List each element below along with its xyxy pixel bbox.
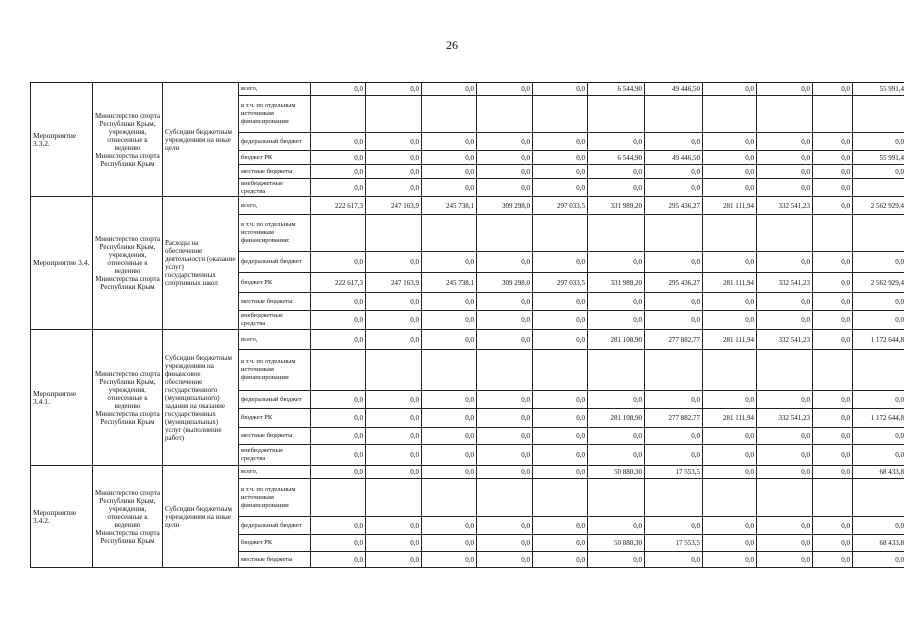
- amount-cell: 0,0: [311, 252, 366, 273]
- amount-cell: 0,0: [813, 409, 853, 428]
- amount-cell: 0,0: [757, 133, 813, 151]
- event-name: Мероприятие 3.4.: [31, 197, 93, 330]
- amount-cell: 0,0: [757, 83, 813, 96]
- amount-cell: 0,0: [477, 409, 533, 428]
- amount-cell: 0,0: [703, 179, 757, 197]
- amount-cell: 0,0: [757, 552, 813, 568]
- amount-cell: 0,0: [853, 133, 904, 151]
- executor: Министерство спорта Республики Крым, учреждения, отнесенные к ведению Министерства спорта Республики Крым: [93, 466, 163, 568]
- amount-cell: 331 989,20: [588, 197, 645, 215]
- amount-cell: 0,0: [703, 165, 757, 179]
- amount-cell: 0,0: [645, 165, 703, 179]
- amount-cell: 0,0: [311, 179, 366, 197]
- amount-cell: 0,0: [757, 165, 813, 179]
- amount-cell: [588, 215, 645, 252]
- amount-cell: 0,0: [533, 445, 588, 466]
- amount-cell: 0,0: [366, 179, 422, 197]
- amount-cell: [645, 350, 703, 391]
- amount-cell: [703, 479, 757, 517]
- amount-cell: 0,0: [533, 552, 588, 568]
- amount-cell: 0,0: [366, 133, 422, 151]
- amount-cell: 0,0: [422, 552, 477, 568]
- amount-cell: 0,0: [311, 133, 366, 151]
- amount-cell: 222 617,3: [311, 273, 366, 293]
- funding-source: внебюджетные средства: [239, 179, 311, 197]
- amount-cell: 0,0: [813, 445, 853, 466]
- expense-direction: Субсидии бюджетным учреждениям на иные цели: [163, 83, 239, 197]
- amount-cell: 0,0: [422, 409, 477, 428]
- amount-cell: 0,0: [477, 535, 533, 552]
- amount-cell: 0,0: [477, 391, 533, 409]
- amount-cell: [853, 350, 904, 391]
- amount-cell: 0,0: [703, 445, 757, 466]
- amount-cell: 0,0: [703, 83, 757, 96]
- amount-cell: 331 989,20: [588, 273, 645, 293]
- amount-cell: 277 882,77: [645, 409, 703, 428]
- amount-cell: 2 562 929,4: [853, 197, 904, 215]
- amount-cell: 49 446,50: [645, 151, 703, 165]
- amount-cell: 55 991,4: [853, 83, 904, 96]
- amount-cell: 0,0: [645, 445, 703, 466]
- event-name: Мероприятие 3.4.2.: [31, 466, 93, 568]
- amount-cell: [477, 215, 533, 252]
- amount-cell: 0,0: [588, 517, 645, 535]
- amount-cell: 0,0: [813, 151, 853, 165]
- amount-cell: 0,0: [588, 391, 645, 409]
- amount-cell: [588, 350, 645, 391]
- amount-cell: 332 541,23: [757, 409, 813, 428]
- funding-source: федеральный бюджет: [239, 133, 311, 151]
- funding-source: бюджет РК: [239, 535, 311, 552]
- amount-cell: [813, 479, 853, 517]
- amount-cell: 222 617,3: [311, 197, 366, 215]
- amount-cell: [588, 96, 645, 133]
- amount-cell: 0,0: [853, 552, 904, 568]
- amount-cell: [813, 350, 853, 391]
- budget-table-body: [31, 83, 904, 568]
- amount-cell: 0,0: [645, 252, 703, 273]
- event-name: Мероприятие 3.3.2.: [31, 83, 93, 197]
- amount-cell: [853, 215, 904, 252]
- amount-cell: [477, 350, 533, 391]
- amount-cell: 0,0: [533, 133, 588, 151]
- amount-cell: 0,0: [588, 445, 645, 466]
- amount-cell: 0,0: [533, 535, 588, 552]
- amount-cell: 0,0: [477, 83, 533, 96]
- amount-cell: [533, 350, 588, 391]
- amount-cell: 0,0: [588, 252, 645, 273]
- amount-cell: 0,0: [703, 151, 757, 165]
- amount-cell: 0,0: [588, 311, 645, 330]
- amount-cell: 0,0: [757, 311, 813, 330]
- amount-cell: 0,0: [422, 535, 477, 552]
- amount-cell: 0,0: [645, 552, 703, 568]
- amount-cell: 281 108,90: [588, 330, 645, 350]
- amount-cell: 0,0: [703, 517, 757, 535]
- amount-cell: 0,0: [366, 293, 422, 311]
- amount-cell: 0,0: [477, 330, 533, 350]
- amount-cell: 50 880,30: [588, 466, 645, 479]
- amount-cell: 0,0: [703, 293, 757, 311]
- amount-cell: 0,0: [366, 552, 422, 568]
- amount-cell: 297 033,5: [533, 273, 588, 293]
- amount-cell: 0,0: [366, 445, 422, 466]
- amount-cell: 0,0: [477, 552, 533, 568]
- executor: Министерство спорта Республики Крым, учреждения, отнесенные к ведению Министерства спорта Республики Крым: [93, 197, 163, 330]
- amount-cell: 0,0: [422, 83, 477, 96]
- amount-cell: 0,0: [853, 445, 904, 466]
- amount-cell: 0,0: [533, 391, 588, 409]
- amount-cell: 0,0: [645, 293, 703, 311]
- amount-cell: 0,0: [757, 179, 813, 197]
- amount-cell: 0,0: [311, 409, 366, 428]
- amount-cell: 0,0: [853, 311, 904, 330]
- funding-source: федеральный бюджет: [239, 517, 311, 535]
- amount-cell: [422, 479, 477, 517]
- funding-source: бюджет РК: [239, 409, 311, 428]
- amount-cell: 0,0: [813, 83, 853, 96]
- funding-source: внебюджетные средства: [239, 445, 311, 466]
- amount-cell: [311, 350, 366, 391]
- amount-cell: 50 880,30: [588, 535, 645, 552]
- expense-direction: Субсидии бюджетным учреждениям на финансовое обеспечение государственного (муниципального) задания на оказание государственных (муниципальных) услуг (выполнение работ): [163, 330, 239, 466]
- amount-cell: 0,0: [813, 517, 853, 535]
- funding-source: бюджет РК: [239, 151, 311, 165]
- amount-cell: 0,0: [422, 466, 477, 479]
- funding-source: бюджет РК: [239, 273, 311, 293]
- page-number: 26: [446, 38, 458, 52]
- amount-cell: 0,0: [366, 535, 422, 552]
- amount-cell: 0,0: [645, 311, 703, 330]
- amount-cell: 0,0: [533, 466, 588, 479]
- amount-cell: [757, 96, 813, 133]
- amount-cell: [422, 215, 477, 252]
- amount-cell: 0,0: [813, 273, 853, 293]
- amount-cell: 0,0: [813, 165, 853, 179]
- amount-cell: 0,0: [703, 133, 757, 151]
- amount-cell: [311, 215, 366, 252]
- amount-cell: 0,0: [477, 311, 533, 330]
- amount-cell: 0,0: [645, 179, 703, 197]
- amount-cell: 0,0: [477, 179, 533, 197]
- amount-cell: [703, 96, 757, 133]
- executor: Министерство спорта Республики Крым, учреждения, отнесенные к ведению Министерства спорта Республики Крым: [93, 83, 163, 197]
- amount-cell: 0,0: [366, 83, 422, 96]
- amount-cell: 0,0: [533, 409, 588, 428]
- amount-cell: 0,0: [588, 552, 645, 568]
- amount-cell: 0,0: [311, 293, 366, 311]
- amount-cell: 0,0: [477, 445, 533, 466]
- amount-cell: 281 111,94: [703, 273, 757, 293]
- amount-cell: 332 541,23: [757, 197, 813, 215]
- amount-cell: 0,0: [703, 466, 757, 479]
- amount-cell: [588, 479, 645, 517]
- amount-cell: 6 544,90: [588, 83, 645, 96]
- amount-cell: 1 172 644,8: [853, 409, 904, 428]
- amount-cell: 309 298,0: [477, 273, 533, 293]
- amount-cell: 0,0: [366, 330, 422, 350]
- amount-cell: [645, 96, 703, 133]
- amount-cell: 0,0: [813, 252, 853, 273]
- amount-cell: [533, 215, 588, 252]
- amount-cell: 0,0: [757, 517, 813, 535]
- amount-cell: [422, 96, 477, 133]
- amount-cell: [757, 215, 813, 252]
- amount-cell: [853, 479, 904, 517]
- amount-cell: 0,0: [533, 330, 588, 350]
- amount-cell: 0,0: [533, 165, 588, 179]
- amount-cell: 0,0: [533, 252, 588, 273]
- amount-cell: 0,0: [533, 428, 588, 445]
- amount-cell: 68 433,8: [853, 535, 904, 552]
- amount-cell: 0,0: [311, 165, 366, 179]
- amount-cell: 0,0: [366, 428, 422, 445]
- amount-cell: 0,0: [477, 252, 533, 273]
- amount-cell: 0,0: [645, 517, 703, 535]
- funding-source: в т.ч. по отдельным источникам финансирования:: [239, 479, 311, 517]
- amount-cell: 0,0: [422, 330, 477, 350]
- amount-cell: 0,0: [422, 133, 477, 151]
- amount-cell: 55 991,4: [853, 151, 904, 165]
- amount-cell: 0,0: [588, 165, 645, 179]
- amount-cell: 17 553,5: [645, 466, 703, 479]
- amount-cell: 0,0: [533, 311, 588, 330]
- amount-cell: [533, 479, 588, 517]
- amount-cell: 0,0: [422, 311, 477, 330]
- amount-cell: [853, 179, 904, 197]
- amount-cell: 17 553,5: [645, 535, 703, 552]
- amount-cell: [422, 350, 477, 391]
- amount-cell: 0,0: [366, 466, 422, 479]
- amount-cell: 0,0: [703, 428, 757, 445]
- amount-cell: 0,0: [477, 293, 533, 311]
- amount-cell: 0,0: [757, 428, 813, 445]
- amount-cell: [757, 350, 813, 391]
- amount-cell: 245 738,1: [422, 273, 477, 293]
- funding-source: внебюджетные средства: [239, 311, 311, 330]
- amount-cell: 0,0: [703, 535, 757, 552]
- funding-source: федеральный бюджет: [239, 252, 311, 273]
- amount-cell: 0,0: [422, 428, 477, 445]
- amount-cell: [645, 215, 703, 252]
- amount-cell: 0,0: [366, 252, 422, 273]
- amount-cell: 0,0: [422, 165, 477, 179]
- amount-cell: 0,0: [813, 466, 853, 479]
- amount-cell: 0,0: [813, 179, 853, 197]
- amount-cell: 0,0: [703, 311, 757, 330]
- amount-cell: 0,0: [533, 179, 588, 197]
- amount-cell: [366, 479, 422, 517]
- amount-cell: 0,0: [311, 428, 366, 445]
- amount-cell: 0,0: [366, 517, 422, 535]
- amount-cell: 0,0: [853, 428, 904, 445]
- funding-source: всего,: [239, 330, 311, 350]
- amount-cell: 332 541,23: [757, 273, 813, 293]
- amount-cell: 0,0: [477, 428, 533, 445]
- amount-cell: 0,0: [703, 252, 757, 273]
- amount-cell: [311, 96, 366, 133]
- amount-cell: [645, 479, 703, 517]
- funding-source: всего,: [239, 466, 311, 479]
- amount-cell: 332 541,23: [757, 330, 813, 350]
- amount-cell: 0,0: [311, 330, 366, 350]
- budget-table: [30, 82, 904, 568]
- amount-cell: 281 111,94: [703, 330, 757, 350]
- amount-cell: 0,0: [645, 133, 703, 151]
- table-row: [31, 330, 904, 350]
- amount-cell: [311, 479, 366, 517]
- amount-cell: [366, 96, 422, 133]
- amount-cell: 0,0: [477, 517, 533, 535]
- amount-cell: [853, 96, 904, 133]
- amount-cell: 0,0: [533, 517, 588, 535]
- funding-source: местные бюджеты: [239, 552, 311, 568]
- amount-cell: 0,0: [533, 83, 588, 96]
- amount-cell: 0,0: [813, 535, 853, 552]
- event-name: Мероприятие 3.4.1.: [31, 330, 93, 466]
- amount-cell: 0,0: [311, 445, 366, 466]
- expense-direction: Субсидии бюджетным учреждениям на иные цели: [163, 466, 239, 568]
- amount-cell: 0,0: [757, 151, 813, 165]
- funding-source: местные бюджеты: [239, 293, 311, 311]
- amount-cell: 0,0: [477, 133, 533, 151]
- amount-cell: 0,0: [813, 552, 853, 568]
- amount-cell: 68 433,8: [853, 466, 904, 479]
- amount-cell: 0,0: [588, 179, 645, 197]
- amount-cell: [703, 350, 757, 391]
- table-row: [31, 83, 904, 96]
- amount-cell: 0,0: [311, 311, 366, 330]
- amount-cell: 0,0: [366, 165, 422, 179]
- funding-source: в т.ч. по отдельным источникам финансирования:: [239, 96, 311, 133]
- amount-cell: 0,0: [588, 428, 645, 445]
- amount-cell: 0,0: [645, 428, 703, 445]
- amount-cell: 0,0: [757, 466, 813, 479]
- amount-cell: 0,0: [853, 165, 904, 179]
- amount-cell: 247 163,9: [366, 273, 422, 293]
- amount-cell: 297 033,5: [533, 197, 588, 215]
- amount-cell: 0,0: [477, 466, 533, 479]
- amount-cell: 0,0: [533, 151, 588, 165]
- amount-cell: 0,0: [813, 311, 853, 330]
- amount-cell: 295 436,27: [645, 197, 703, 215]
- amount-cell: [477, 96, 533, 133]
- amount-cell: 309 298,0: [477, 197, 533, 215]
- funding-source: местные бюджеты: [239, 165, 311, 179]
- amount-cell: [813, 215, 853, 252]
- amount-cell: [366, 215, 422, 252]
- amount-cell: 0,0: [422, 517, 477, 535]
- executor: Министерство спорта Республики Крым, учреждения, отнесенные к ведению Министерства спорта Республики Крым: [93, 330, 163, 466]
- amount-cell: [703, 215, 757, 252]
- expense-direction: Расходы на обеспечение деятельности (оказание услуг) государственных спортивных школ: [163, 197, 239, 330]
- amount-cell: 0,0: [813, 293, 853, 311]
- amount-cell: [477, 479, 533, 517]
- amount-cell: 245 738,1: [422, 197, 477, 215]
- amount-cell: 0,0: [853, 517, 904, 535]
- amount-cell: 0,0: [311, 151, 366, 165]
- amount-cell: 247 163,9: [366, 197, 422, 215]
- amount-cell: 0,0: [645, 391, 703, 409]
- amount-cell: 49 446,50: [645, 83, 703, 96]
- amount-cell: 0,0: [311, 466, 366, 479]
- amount-cell: 0,0: [311, 517, 366, 535]
- amount-cell: 0,0: [853, 391, 904, 409]
- amount-cell: 0,0: [813, 197, 853, 215]
- amount-cell: 0,0: [422, 252, 477, 273]
- amount-cell: 0,0: [757, 445, 813, 466]
- amount-cell: 0,0: [813, 330, 853, 350]
- amount-cell: 0,0: [477, 151, 533, 165]
- amount-cell: 0,0: [757, 293, 813, 311]
- funding-source: федеральный бюджет: [239, 391, 311, 409]
- amount-cell: 0,0: [366, 409, 422, 428]
- amount-cell: 0,0: [757, 391, 813, 409]
- amount-cell: [757, 479, 813, 517]
- amount-cell: 2 562 929,4: [853, 273, 904, 293]
- amount-cell: 0,0: [311, 552, 366, 568]
- amount-cell: 0,0: [366, 311, 422, 330]
- amount-cell: 6 544,90: [588, 151, 645, 165]
- amount-cell: 281 108,90: [588, 409, 645, 428]
- amount-cell: 0,0: [853, 252, 904, 273]
- amount-cell: 0,0: [813, 428, 853, 445]
- amount-cell: 281 111,94: [703, 409, 757, 428]
- funding-source: в т.ч. по отдельным источникам финансирования:: [239, 215, 311, 252]
- funding-source: местные бюджеты: [239, 428, 311, 445]
- funding-source: всего,: [239, 83, 311, 96]
- amount-cell: 0,0: [366, 151, 422, 165]
- funding-source: всего,: [239, 197, 311, 215]
- funding-source: в т.ч. по отдельным источникам финансирования:: [239, 350, 311, 391]
- amount-cell: [533, 96, 588, 133]
- table-row: [31, 466, 904, 479]
- amount-cell: 277 882,77: [645, 330, 703, 350]
- amount-cell: 0,0: [311, 535, 366, 552]
- amount-cell: 0,0: [813, 391, 853, 409]
- amount-cell: 0,0: [422, 179, 477, 197]
- amount-cell: 0,0: [533, 293, 588, 311]
- amount-cell: 1 172 644,8: [853, 330, 904, 350]
- amount-cell: 0,0: [422, 151, 477, 165]
- amount-cell: [813, 96, 853, 133]
- amount-cell: 0,0: [588, 133, 645, 151]
- amount-cell: [366, 350, 422, 391]
- amount-cell: 0,0: [422, 293, 477, 311]
- amount-cell: 0,0: [853, 293, 904, 311]
- amount-cell: 0,0: [703, 552, 757, 568]
- amount-cell: 0,0: [422, 391, 477, 409]
- amount-cell: 0,0: [311, 391, 366, 409]
- amount-cell: 281 111,94: [703, 197, 757, 215]
- amount-cell: 295 436,27: [645, 273, 703, 293]
- table-row: [31, 197, 904, 215]
- amount-cell: 0,0: [703, 391, 757, 409]
- amount-cell: 0,0: [757, 252, 813, 273]
- amount-cell: 0,0: [813, 133, 853, 151]
- amount-cell: 0,0: [477, 165, 533, 179]
- amount-cell: 0,0: [757, 535, 813, 552]
- amount-cell: 0,0: [588, 293, 645, 311]
- amount-cell: 0,0: [311, 83, 366, 96]
- amount-cell: 0,0: [422, 445, 477, 466]
- amount-cell: 0,0: [366, 391, 422, 409]
